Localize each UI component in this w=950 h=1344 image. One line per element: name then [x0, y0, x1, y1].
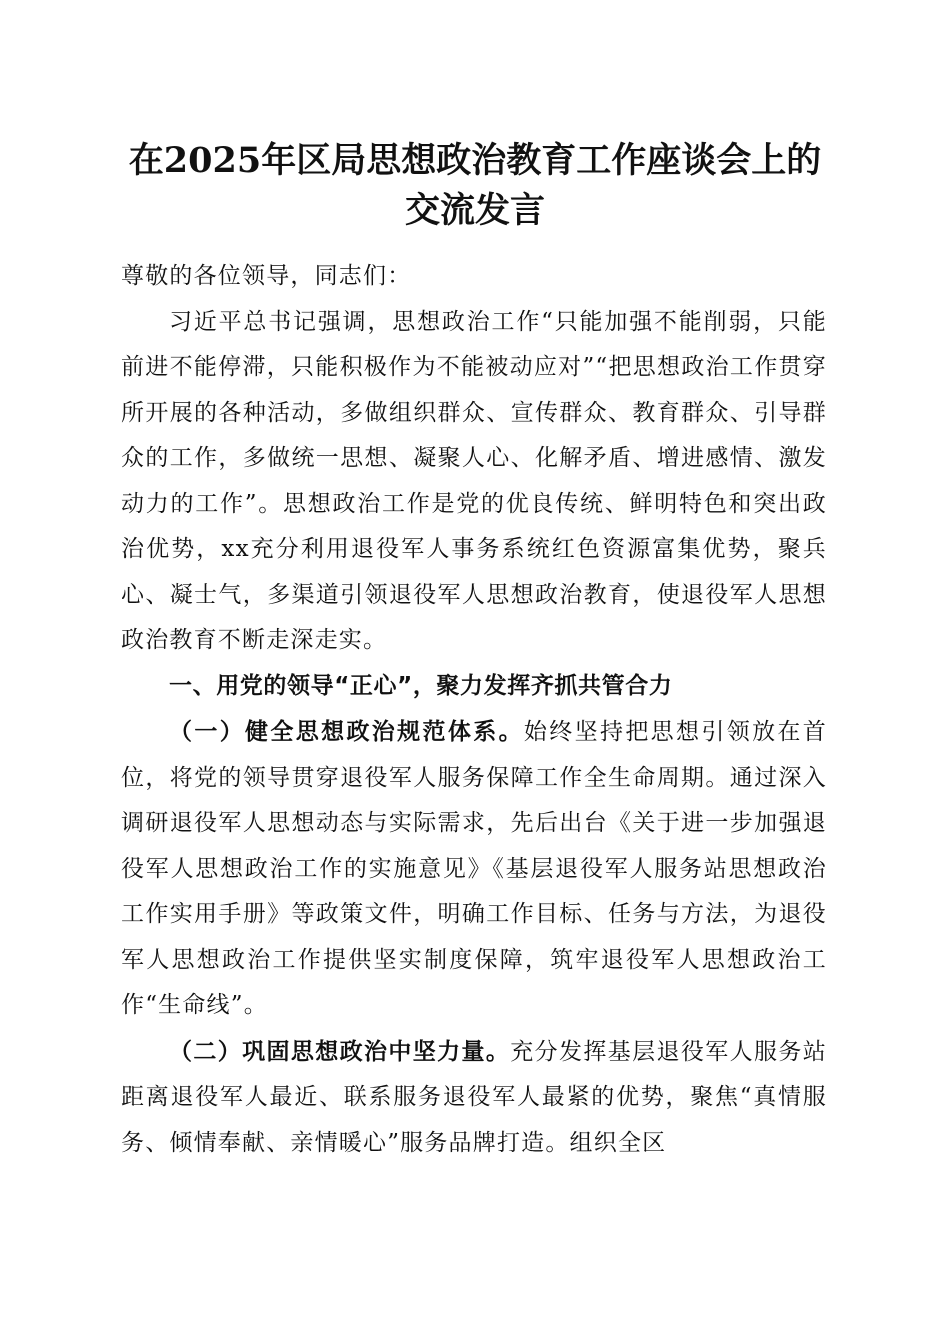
section-heading-1: 一、用党的领导“正心”，聚力发挥齐抓共管合力: [169, 672, 673, 699]
title-line-1: 在2025年区局思想政治教育工作座谈会上的: [128, 140, 822, 181]
item-2-lead: （二）巩固思想政治中坚力量。: [169, 1037, 511, 1065]
item-1-text: 始终坚持把思想引领放在首位，将党的领导贯穿退役军人服务保障工作全生命周期。通过深入调研退役军人思想动态与实际需求，先后出台《关于进一步加强退役军人思想政治工作的实施意见》《基层退役军人服务站思想政治工作实用手册》等政策文件，明确工作目标、任务与方法，为退役军人思想政治工作提供坚实制度保障，筑牢退役军人思想政治工作“生命线”。: [121, 719, 827, 1018]
title-line-2: 交流发言: [404, 190, 545, 231]
document-body: [121, 254, 827, 1166]
item-1-lead: （一）健全思想政治规范体系。: [169, 718, 524, 745]
salutation: 尊敬的各位领导，同志们：: [121, 263, 412, 289]
document-title: [100, 136, 850, 236]
item-2-text: 充分发挥基层退役军人服务站距离退役军人最近、联系服务退役军人最紧的优势，聚焦“真情服务、倾情奉献、亲情暖心”服务品牌打造。组织全区: [121, 1038, 827, 1156]
item-2-paragraph: [121, 1029, 827, 1167]
intro-paragraph: 习近平总书记强调，思想政治工作“只能加强不能削弱，只能前进不能停滞，只能积极作为不能被动应对”“把思想政治工作贯穿所开展的各种活动，多做组织群众、宣传群众、教育群众、引导群众的工作，多做统一思想、凝聚人心、化解矛盾、增进感情、激发动力的工作”。思想政治工作是党的优良传统、鲜明特色和突出政治优势，xx充分利用退役军人事务系统红色资源富集优势，聚兵心、凝士气，多渠道引领退役军人思想政治教育，使退役军人思想政治教育不断走深走实。: [121, 308, 827, 653]
item-1-paragraph: [121, 709, 827, 1029]
